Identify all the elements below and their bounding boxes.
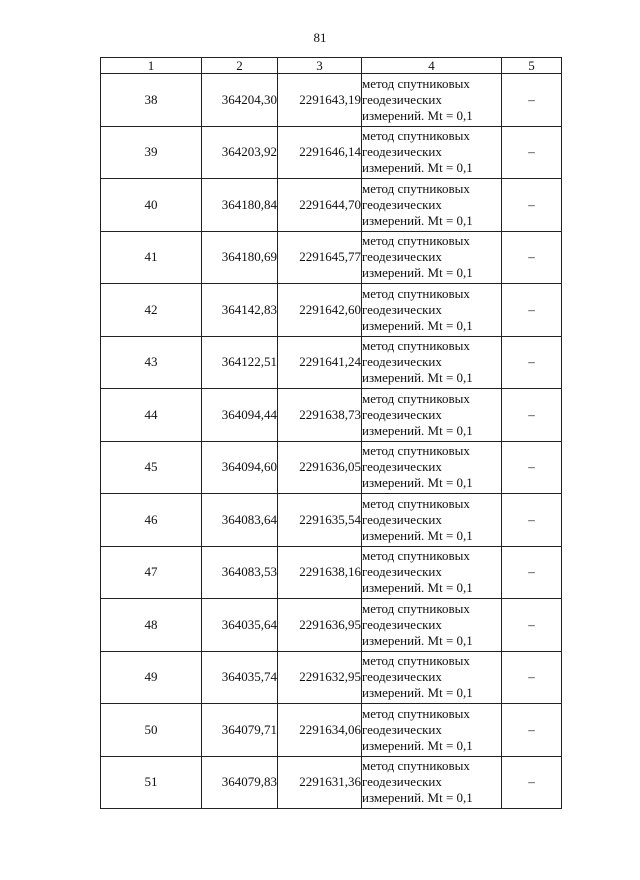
note-cell: – [502, 756, 562, 809]
coordinate-y-cell: 2291638,16 [278, 546, 362, 599]
method-cell [362, 284, 502, 337]
method-cell [362, 599, 502, 652]
coordinate-y-cell: 2291642,60 [278, 284, 362, 337]
method-line-2: геодезических [362, 669, 442, 685]
point-number-cell: 42 [101, 284, 202, 337]
table-row [101, 599, 562, 652]
header-col-5: 5 [502, 58, 562, 74]
note-cell: – [502, 599, 562, 652]
coordinate-y-cell: 2291638,73 [278, 389, 362, 442]
method-line-2: геодезических [362, 196, 442, 212]
table-row [101, 756, 562, 809]
method-cell [362, 651, 502, 704]
table-row [101, 389, 562, 442]
note-cell: – [502, 441, 562, 494]
point-number-cell: 39 [101, 126, 202, 179]
coordinate-x-cell: 364204,30 [202, 74, 278, 127]
point-number-cell: 38 [101, 74, 202, 127]
page-number: 81 [313, 30, 327, 45]
method-line-1: метод спутниковых [362, 128, 470, 144]
method-line-3: измерений. Mt = 0,1 [362, 685, 473, 701]
method-line-2: геодезических [362, 774, 442, 790]
method-line-1: метод спутниковых [362, 443, 470, 459]
coordinate-x-cell: 364079,71 [202, 704, 278, 757]
note-cell: – [502, 231, 562, 284]
coordinate-x-cell: 364035,74 [202, 651, 278, 704]
coordinate-x-cell: 364035,64 [202, 599, 278, 652]
table-row [101, 704, 562, 757]
method-line-2: геодезических [362, 616, 442, 632]
method-cell [362, 74, 502, 127]
table-row [101, 336, 562, 389]
method-cell [362, 441, 502, 494]
coordinate-y-cell: 2291646,14 [278, 126, 362, 179]
method-line-2: геодезических [362, 91, 442, 107]
header-col-4: 4 [362, 58, 502, 74]
method-cell [362, 179, 502, 232]
method-line-3: измерений. Mt = 0,1 [362, 632, 473, 648]
method-line-1: метод спутниковых [362, 180, 470, 196]
coordinate-y-cell: 2291644,70 [278, 179, 362, 232]
method-line-3: измерений. Mt = 0,1 [362, 527, 473, 543]
note-cell: – [502, 179, 562, 232]
note-cell: – [502, 389, 562, 442]
method-line-1: метод спутниковых [362, 338, 470, 354]
method-line-3: измерений. Mt = 0,1 [362, 317, 473, 333]
method-line-2: геодезических [362, 459, 442, 475]
point-number-cell: 51 [101, 756, 202, 809]
point-number-cell: 50 [101, 704, 202, 757]
method-line-2: геодезических [362, 144, 442, 160]
method-line-1: метод спутниковых [362, 548, 470, 564]
note-cell: – [502, 651, 562, 704]
coordinate-y-cell: 2291645,77 [278, 231, 362, 284]
method-line-1: метод спутниковых [362, 495, 470, 511]
method-line-1: метод спутниковых [362, 705, 470, 721]
method-line-3: измерений. Mt = 0,1 [362, 790, 473, 806]
method-cell [362, 546, 502, 599]
method-cell [362, 231, 502, 284]
coordinate-x-cell: 364142,83 [202, 284, 278, 337]
method-line-3: измерений. Mt = 0,1 [362, 737, 473, 753]
method-line-3: измерений. Mt = 0,1 [362, 212, 473, 228]
method-line-2: геодезических [362, 354, 442, 370]
method-line-2: геодезических [362, 249, 442, 265]
coordinate-x-cell: 364094,60 [202, 441, 278, 494]
table-row [101, 441, 562, 494]
coordinates-table [100, 57, 562, 809]
coordinate-x-cell: 364079,83 [202, 756, 278, 809]
method-line-3: измерений. Mt = 0,1 [362, 580, 473, 596]
table-row [101, 284, 562, 337]
note-cell: – [502, 336, 562, 389]
note-cell: – [502, 284, 562, 337]
coordinate-x-cell: 364083,53 [202, 546, 278, 599]
method-cell [362, 126, 502, 179]
coordinate-y-cell: 2291643,19 [278, 74, 362, 127]
point-number-cell: 43 [101, 336, 202, 389]
coordinate-y-cell: 2291641,24 [278, 336, 362, 389]
method-line-3: измерений. Mt = 0,1 [362, 160, 473, 176]
point-number-cell: 45 [101, 441, 202, 494]
method-line-3: измерений. Mt = 0,1 [362, 265, 473, 281]
method-line-2: геодезических [362, 721, 442, 737]
method-line-3: измерений. Mt = 0,1 [362, 107, 473, 123]
point-number-cell: 47 [101, 546, 202, 599]
coordinate-x-cell: 364094,44 [202, 389, 278, 442]
coordinate-y-cell: 2291632,95 [278, 651, 362, 704]
table-header-row [101, 58, 562, 74]
header-col-2: 2 [202, 58, 278, 74]
coordinate-x-cell: 364180,69 [202, 231, 278, 284]
method-cell [362, 756, 502, 809]
coordinate-x-cell: 364203,92 [202, 126, 278, 179]
coordinate-x-cell: 364122,51 [202, 336, 278, 389]
note-cell: – [502, 126, 562, 179]
method-line-2: геодезических [362, 406, 442, 422]
table-row [101, 651, 562, 704]
header-col-1: 1 [101, 58, 202, 74]
coordinate-y-cell: 2291636,95 [278, 599, 362, 652]
table-row [101, 494, 562, 547]
coordinate-x-cell: 364083,64 [202, 494, 278, 547]
method-line-2: геодезических [362, 301, 442, 317]
method-cell [362, 704, 502, 757]
coordinate-y-cell: 2291636,05 [278, 441, 362, 494]
coordinate-y-cell: 2291631,36 [278, 756, 362, 809]
coordinate-x-cell: 364180,84 [202, 179, 278, 232]
note-cell: – [502, 74, 562, 127]
point-number-cell: 49 [101, 651, 202, 704]
point-number-cell: 40 [101, 179, 202, 232]
point-number-cell: 41 [101, 231, 202, 284]
method-line-1: метод спутниковых [362, 758, 470, 774]
table-row [101, 179, 562, 232]
method-line-1: метод спутниковых [362, 390, 470, 406]
method-cell [362, 389, 502, 442]
note-cell: – [502, 546, 562, 599]
table-row [101, 74, 562, 127]
method-line-1: метод спутниковых [362, 285, 470, 301]
method-line-1: метод спутниковых [362, 75, 470, 91]
coordinate-y-cell: 2291635,54 [278, 494, 362, 547]
method-line-2: геодезических [362, 511, 442, 527]
method-line-3: измерений. Mt = 0,1 [362, 370, 473, 386]
table-row [101, 231, 562, 284]
point-number-cell: 46 [101, 494, 202, 547]
header-col-3: 3 [278, 58, 362, 74]
method-line-1: метод спутниковых [362, 233, 470, 249]
method-line-1: метод спутниковых [362, 653, 470, 669]
coordinate-y-cell: 2291634,06 [278, 704, 362, 757]
point-number-cell: 48 [101, 599, 202, 652]
method-line-3: измерений. Mt = 0,1 [362, 475, 473, 491]
point-number-cell: 44 [101, 389, 202, 442]
method-line-2: геодезических [362, 564, 442, 580]
table-row [101, 126, 562, 179]
method-cell [362, 494, 502, 547]
method-cell [362, 336, 502, 389]
note-cell: – [502, 494, 562, 547]
method-line-3: измерений. Mt = 0,1 [362, 422, 473, 438]
note-cell: – [502, 704, 562, 757]
method-line-1: метод спутниковых [362, 600, 470, 616]
table-row [101, 546, 562, 599]
